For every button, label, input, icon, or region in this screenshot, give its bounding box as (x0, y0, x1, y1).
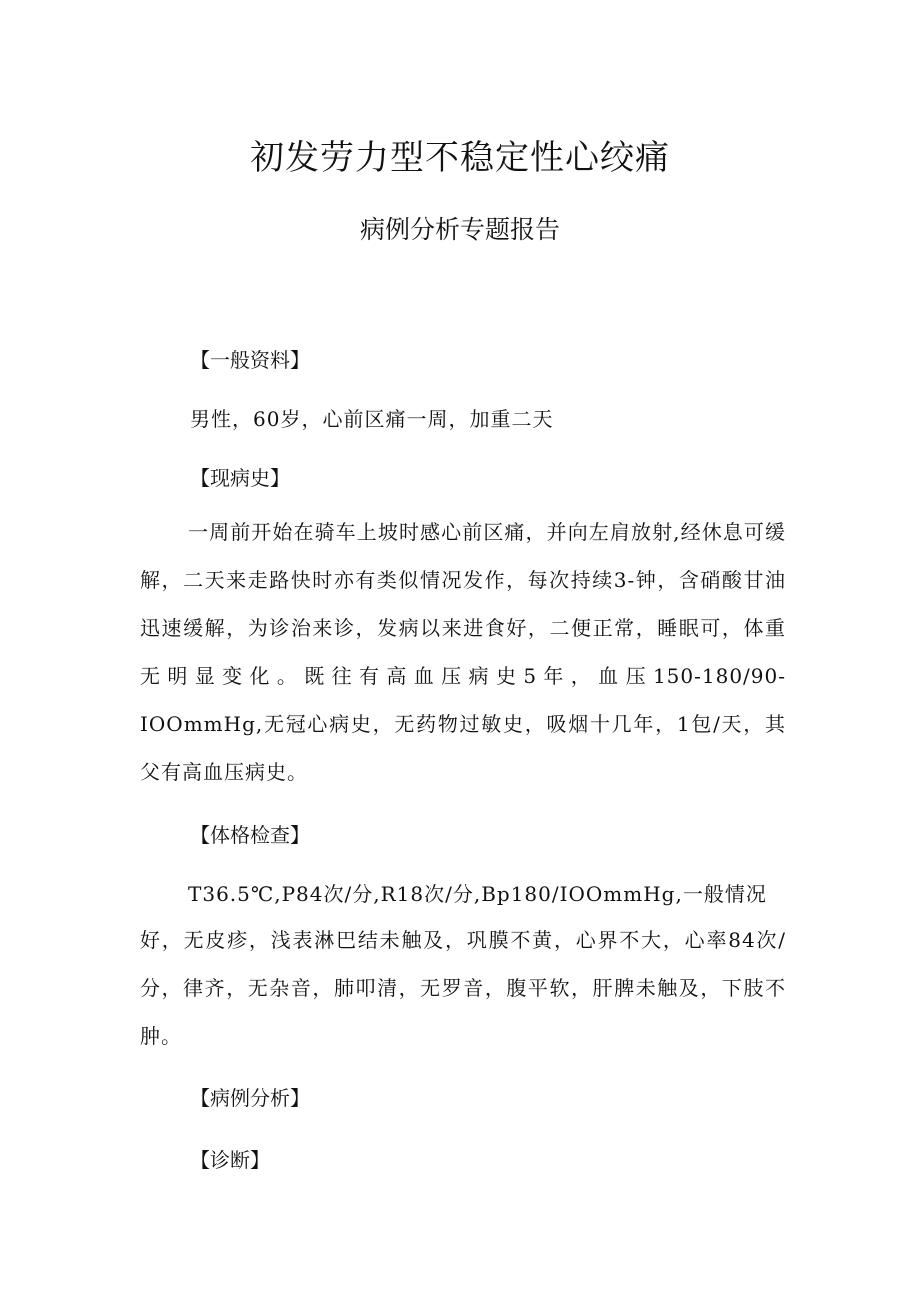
section-heading-general: 【一般资料】 (190, 348, 310, 372)
section-heading-analysis: 【病例分析】 (190, 1086, 310, 1110)
general-info-text: 男性，60岁，心前区痛一周，加重二天 (190, 407, 554, 431)
section-heading-diagnosis: 【诊断】 (190, 1148, 270, 1172)
exam-paragraph: 好，无皮疹，浅表淋巴结未触及，巩膜不黄，心界不大，心率84次/分，律齐，无杂音，肺叩清，无罗音，腹平软，肝脾未触及，下肢不肿。 (140, 928, 786, 1048)
history-paragraph: 一周前开始在骑车上坡时感心前区痛，并向左肩放射,经休息可缓解，二天来走路快时亦有类似情况发作，每次持续3-钟，含硝酸甘油迅速缓解，为诊治来诊，发病以来进食好，二便正常，睡眠可，体重无明显变化。既往有高血压病史5年，血压150-180/90-IOOmmHg,无冠心病史，无药物过敏史，吸烟十几年，1包/天，其父有高血压病史。 (140, 520, 786, 784)
document-title: 初发劳力型不稳定性心绞痛 (250, 138, 670, 178)
document-subtitle: 病例分析专题报告 (359, 215, 560, 244)
section-heading-history: 【现病史】 (190, 466, 290, 490)
exam-vitals-line: T36.5℃,P84次/分,R18次/分,Bp180/IOOmmHg,一般情况 (188, 882, 767, 906)
section-heading-exam: 【体格检查】 (190, 823, 310, 847)
